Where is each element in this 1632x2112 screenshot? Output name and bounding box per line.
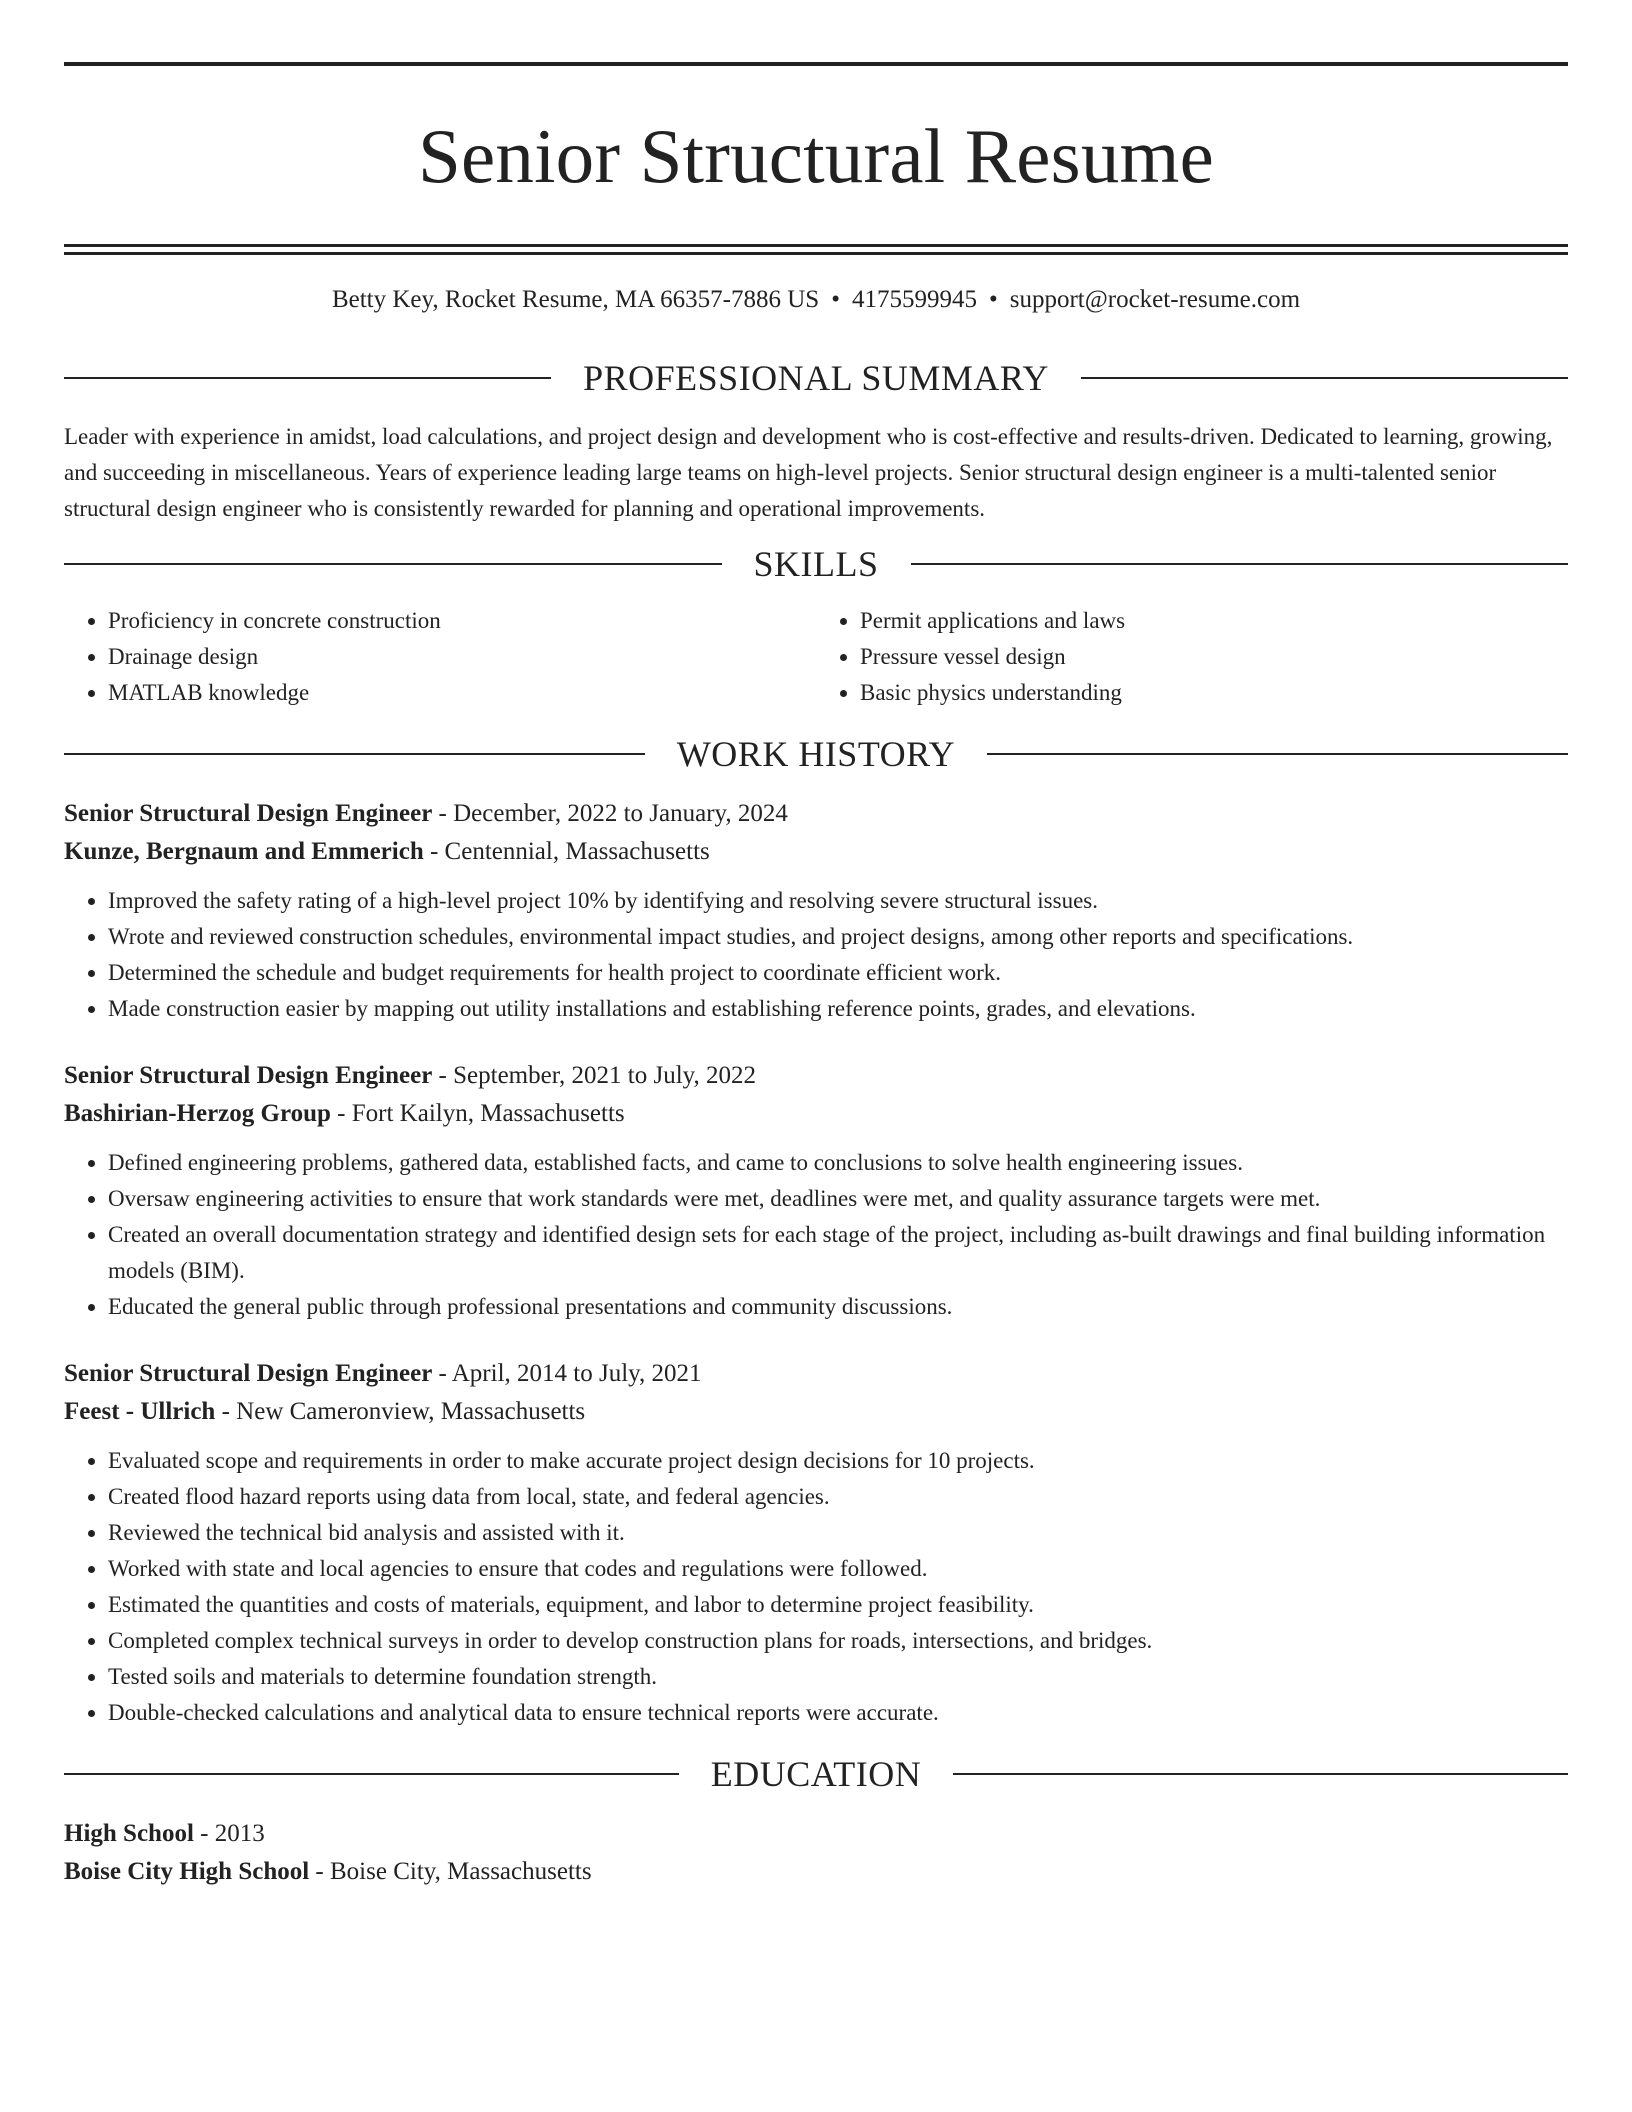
section-title-skills: SKILLS [753,544,879,584]
job-title-line [64,795,1568,833]
education-degree-line [64,1815,1568,1853]
job-title: Senior Structural Design Engineer [64,1360,433,1387]
job-location: New Cameronview, Massachusetts [236,1398,586,1425]
job-location: Centennial, Massachusetts [444,838,710,865]
skill-item: • Drainage design [108,639,816,675]
divider-line [64,1773,679,1775]
job-dates: September, 2021 to July, 2022 [453,1062,757,1089]
job-bullet: • Estimated the quantities and costs of materials, equipment, and labor to determine project feasibility. [108,1587,1568,1623]
job-bullet: • Wrote and reviewed construction schedules, environmental impact studies, and project designs, among other reports and specifications. [108,919,1568,955]
job-bullet: • Completed complex technical surveys in order to develop construction plans for roads, intersections, and bridges. [108,1623,1568,1659]
dash: - [423,838,445,865]
job-bullet: • Tested soils and materials to determine foundation strength. [108,1659,1568,1695]
job-company: Feest - Ullrich [64,1398,216,1425]
job-title-line [64,1057,1568,1095]
job-bullet: • Educated the general public through professional presentations and community discussions. [108,1289,1568,1325]
education-degree: High School [64,1820,194,1847]
contact-line [64,285,1568,315]
dash: - [432,1062,454,1089]
skill-item: • MATLAB knowledge [108,675,816,711]
skills-column-right [816,603,1568,711]
education-entry [64,1815,1568,1891]
job-dates: December, 2022 to January, 2024 [453,800,788,827]
section-header-education [64,1751,1568,1797]
contact-separator: • [988,286,998,313]
education-year: 2013 [214,1820,265,1847]
skill-item: • Proficiency in concrete construction [108,603,816,639]
divider-line [953,1773,1568,1775]
section-title-work: WORK HISTORY [676,734,956,774]
double-rule [64,244,1568,255]
job-bullet: • Double-checked calculations and analytical data to ensure technical reports were accurate. [108,1695,1568,1731]
dash: - [432,800,454,827]
dash: - [432,1360,452,1387]
education-school-line [64,1853,1568,1891]
job-bullet: • Determined the schedule and budget requirements for health project to coordinate efficient work. [108,955,1568,991]
skills-column-left [64,603,816,711]
contact-separator: • [831,286,840,313]
job-bullet: • Worked with state and local agencies to ensure that codes and regulations were followed. [108,1551,1568,1587]
summary-text: Leader with experience in amidst, load calculations, and project design and development who is cost-effective and results-driven. Dedicated to learning, growing, and succeeding in miscellaneous. Years of experience leading large teams on high-level projects. Senior structural design engineer is a multi-talented senior structural design engineer who is consistently rewarded for planning and operational improvements. [64,424,1553,521]
divider-line [911,563,1569,565]
education-school: Boise City High School [64,1858,310,1885]
contact-phone: 4175599945 [851,286,977,313]
job-bullet: • Improved the safety rating of a high-level project 10% by identifying and resolving severe structural issues. [108,883,1568,919]
job-bullet: • Created an overall documentation strategy and identified design sets for each stage of the project, including as-built drawings and final building information models (BIM). [108,1217,1568,1289]
skill-item: • Pressure vessel design [860,639,1568,675]
job-company-line [64,1095,1568,1133]
divider-line [64,377,551,379]
section-header-summary [64,355,1568,401]
job-entry [64,1057,1568,1325]
job-bullet: • Reviewed the technical bid analysis and assisted with it. [108,1515,1568,1551]
skills-list [64,603,1568,711]
job-company: Bashirian-Herzog Group [64,1100,331,1127]
top-rule [64,62,1568,66]
job-title-line [64,1355,1568,1393]
job-bullets [64,883,1568,1027]
dash: - [330,1100,352,1127]
divider-line [1081,377,1568,379]
job-dates: April, 2014 to July, 2021 [451,1360,702,1387]
job-bullets [64,1145,1568,1325]
job-title: Senior Structural Design Engineer [64,1062,433,1089]
job-company: Kunze, Bergnaum and Emmerich [64,838,424,865]
job-bullet: • Defined engineering problems, gathered data, established facts, and came to conclusions to solve health engineering issues. [108,1145,1568,1181]
dash: - [193,1820,215,1847]
job-company-line [64,833,1568,871]
job-title: Senior Structural Design Engineer [64,800,433,827]
job-bullets [64,1443,1568,1731]
job-company-line [64,1393,1568,1431]
job-bullet: • Oversaw engineering activities to ensure that work standards were met, deadlines were met, and quality assurance targets were met. [108,1181,1568,1217]
section-header-work [64,731,1568,777]
section-title-education: EDUCATION [710,1754,922,1794]
skill-item: • Basic physics understanding [860,675,1568,711]
job-bullet: • Created flood hazard reports using data from local, state, and federal agencies. [108,1479,1568,1515]
job-location: Fort Kailyn, Massachusetts [351,1100,625,1127]
contact-address: Betty Key, Rocket Resume, MA 66357-7886 US [331,286,820,313]
dash: - [309,1858,330,1885]
job-entry [64,795,1568,1027]
divider-line [64,563,722,565]
contact-email: support@rocket-resume.com [1009,286,1301,313]
divider-line [987,753,1568,755]
divider-line [64,753,645,755]
job-bullet: • Evaluated scope and requirements in order to make accurate project design decisions for 10 projects. [108,1443,1568,1479]
skill-item: • Permit applications and laws [860,603,1568,639]
section-header-skills [64,541,1568,587]
job-bullet: • Made construction easier by mapping out utility installations and establishing reference points, grades, and elevations. [108,991,1568,1027]
section-title-summary: PROFESSIONAL SUMMARY [583,358,1049,398]
dash: - [215,1398,237,1425]
education-location: Boise City, Massachusetts [330,1858,592,1885]
resume-title: Senior Structural Resume [417,113,1215,199]
job-entry [64,1355,1568,1731]
